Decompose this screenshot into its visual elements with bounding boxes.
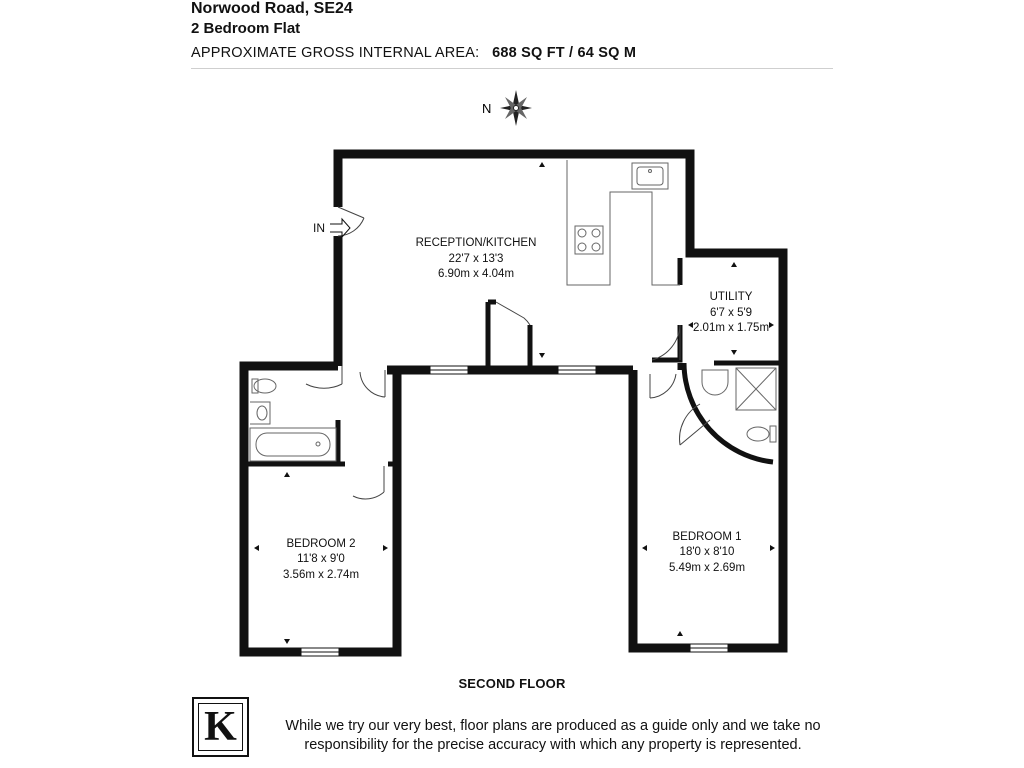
room-dimensions-metric: 6.90m x 4.04m [437,268,515,280]
room-dimensions-imperial: 18'0 x 8'10 [679,546,735,558]
room-dimensions-imperial: 22'7 x 13'3 [448,253,504,265]
room-reception-kitchen [416,237,537,280]
windows [301,366,728,656]
room-bedroom-1 [669,531,745,574]
room-dimensions-metric: 3.56m x 2.74m [282,569,360,581]
kitchen-fixtures [567,160,680,285]
agency-logo [192,697,249,757]
room-dimensions-metric: 2.01m x 1.75m [692,322,770,334]
agency-logo-frame [198,703,243,751]
floor-label: SECOND FLOOR [458,676,566,691]
property-subtitle: 2 Bedroom Flat [191,20,301,37]
room-dimensions-metric: 5.49m x 2.69m [668,562,746,574]
room-name: BEDROOM 1 [672,531,742,543]
property-title: Norwood Road, SE24 [191,0,353,17]
agency-logo-letter: K [204,704,237,750]
room-utility [693,291,769,334]
entrance-label: IN [313,221,325,235]
gross-area-label: APPROXIMATE GROSS INTERNAL AREA: [191,45,480,61]
room-name: UTILITY [709,291,753,303]
interior-walls [248,258,783,464]
compass-rose-icon [500,90,532,126]
room-name: RECEPTION/KITCHEN [415,237,537,249]
gross-area-value: 688 SQ FT / 64 SQ M [492,45,637,61]
disclaimer-text: While we try our very best, floor plans are produced as a guide only and we take no responsibility for the precise accuracy with which any property is represented. [285,718,821,753]
room-bedroom-2 [283,538,359,581]
compass-north-label: N [482,101,492,116]
room-dimensions-imperial: 11'8 x 9'0 [297,553,345,565]
room-dimensions-imperial: 6'7 x 5'9 [709,307,753,319]
room-name: BEDROOM 2 [286,538,356,550]
